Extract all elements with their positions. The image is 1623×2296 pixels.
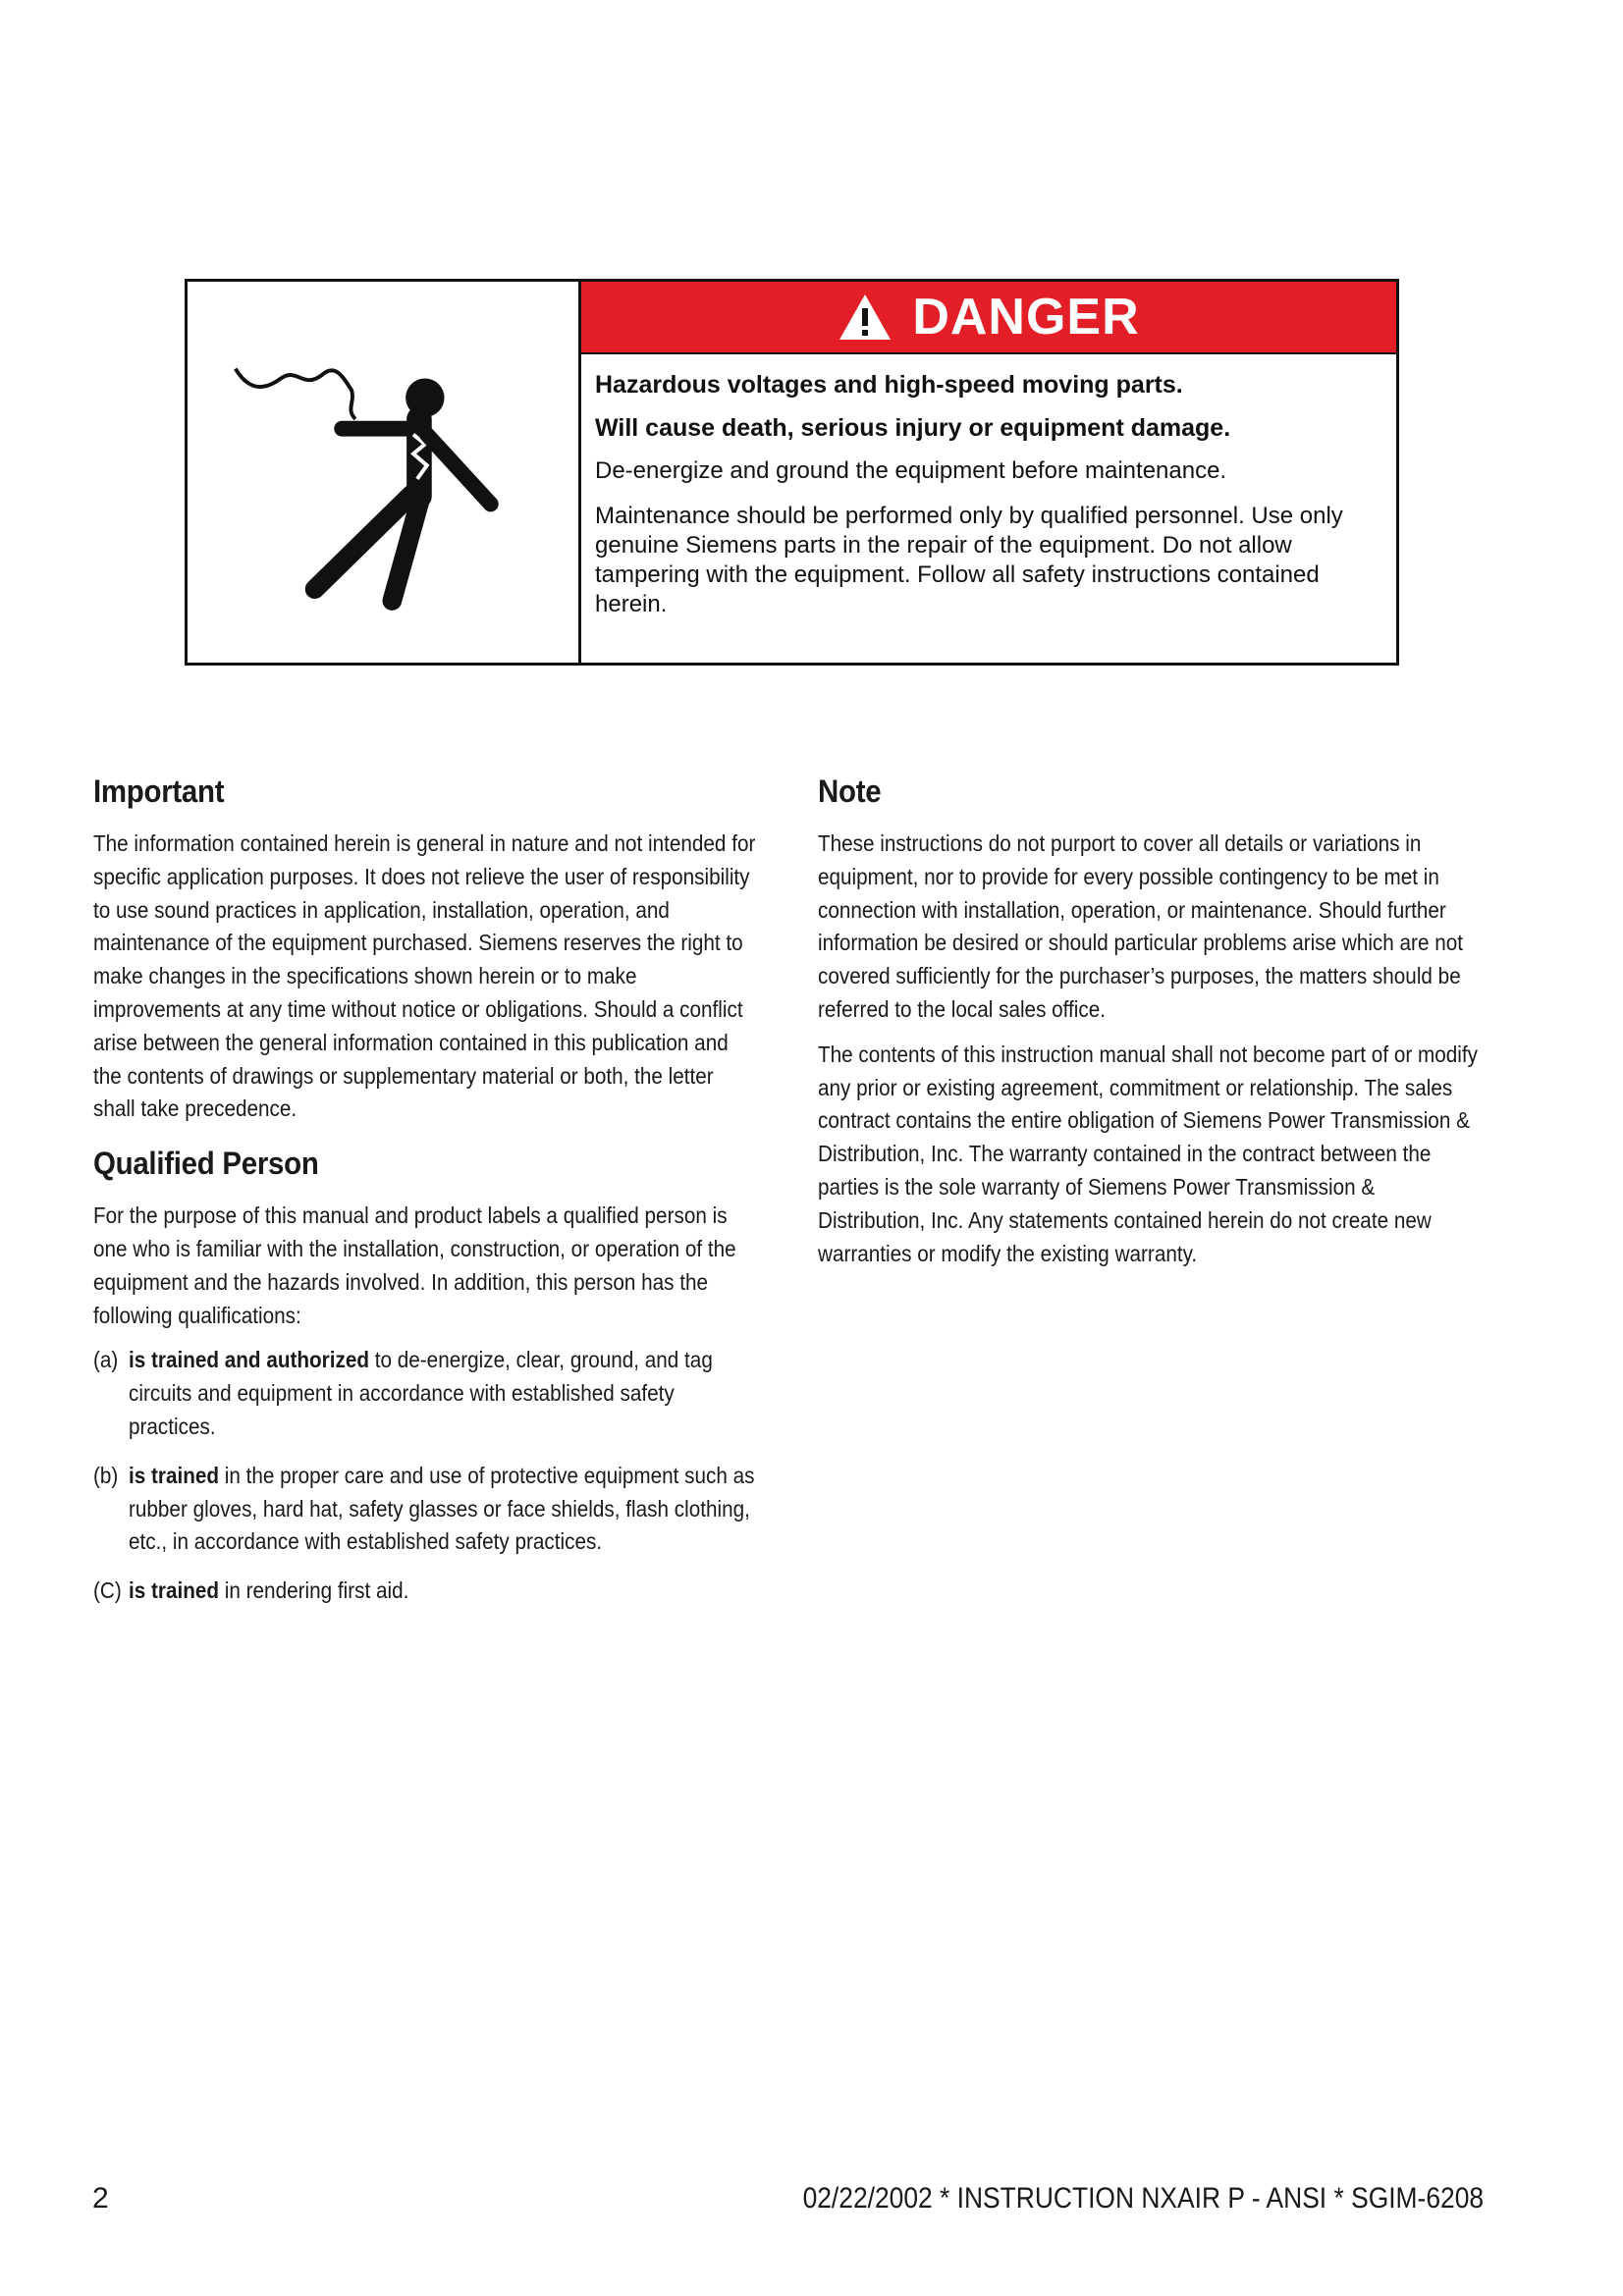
qualification-item [93,1460,760,1559]
document-id: 02/22/2002 * INSTRUCTION NXAIR P - ANSI * SGIM-6208 [802,2182,1484,2215]
item-text: in the proper care and use of protective equipment such as rubber gloves, hard hat, safety glasses or face shields, flash clothing, etc., in accordance with established safety practices. [129,1462,755,1555]
item-marker: (a) [93,1347,119,1373]
danger-line-1: Hazardous voltages and high-speed moving parts. [595,371,1183,399]
item-marker: (C) [93,1577,122,1604]
item-text: in rendering first aid. [219,1577,409,1604]
danger-header [581,282,1396,354]
qualification-item [93,1575,760,1608]
danger-title: DANGER [912,289,1140,346]
item-bold: is trained [129,1577,220,1604]
left-column [93,774,761,1624]
item-bold: is trained and authorized [129,1347,369,1373]
danger-label [185,279,1399,666]
item-text: to de-energize, clear, ground, and tag circuits and equipment in accordance with established safety practices. [129,1347,713,1439]
page-number: 2 [92,2182,109,2215]
important-body: The information contained herein is general in nature and not intended for specific application purposes. It does not relieve the user of responsibility to use sound practices in application, installation, operation, and maintenance of the equipment purchased. Siemens reserves the right to make changes in the specifications shown herein or to make improvements at any time without notice or obligations. Should a conflict arise between the general information contained in this publication and the contents of drawings or supplementary material or both, the letter shall take precedence. [93,830,756,1122]
note-heading: Note [818,774,882,809]
note-paragraph-1: These instructions do not purport to cover all details or variations in equipment, nor to provide for every possible contingency to be met in connection with installation, operation, or maintenance. Should further information be desired or should particular problems arise which are not covered sufficiently for the purchaser’s purposes, the matters should be referred to the local sales office. [818,830,1463,1022]
note-paragraph-2: The contents of this instruction manual shall not become part of or modify any prior or existing agreement, commitment or relationship. The sales contract contains the entire obligation of Siemens Power Transmission & Distribution, Inc. The warranty contained in the contract between the parties is the sole warranty of Siemens Power Transmission & Distribution, Inc. Any statements contained herein do not create new warranties or modify the existing warranty. [818,1041,1478,1266]
qualification-item [93,1344,760,1443]
danger-line-3: De-energize and ground the equipment before maintenance. [595,457,1227,484]
qualified-person-heading: Qualified Person [93,1146,319,1182]
danger-line-4: Maintenance should be performed only by qualified personnel. Use only genuine Siemens parts in the repair of the equipment. Do not allow tampering with the equipment. Follow all safety instructions contained herein. [595,503,1343,617]
item-marker: (b) [93,1462,119,1488]
electrocution-hazard-icon [188,282,581,663]
right-column [818,774,1488,1282]
qualified-person-body: For the purpose of this manual and product labels a qualified person is one who is familiar with the installation, construction, or operation of the equipment and the hazards involved. In addition, this person has the following qualifications: [93,1202,736,1328]
important-heading: Important [93,774,225,809]
item-bold: is trained [129,1462,220,1488]
qualifications-list [93,1344,761,1608]
warning-triangle-icon [838,293,893,342]
danger-line-2: Will cause death, serious injury or equipment damage. [595,414,1231,442]
